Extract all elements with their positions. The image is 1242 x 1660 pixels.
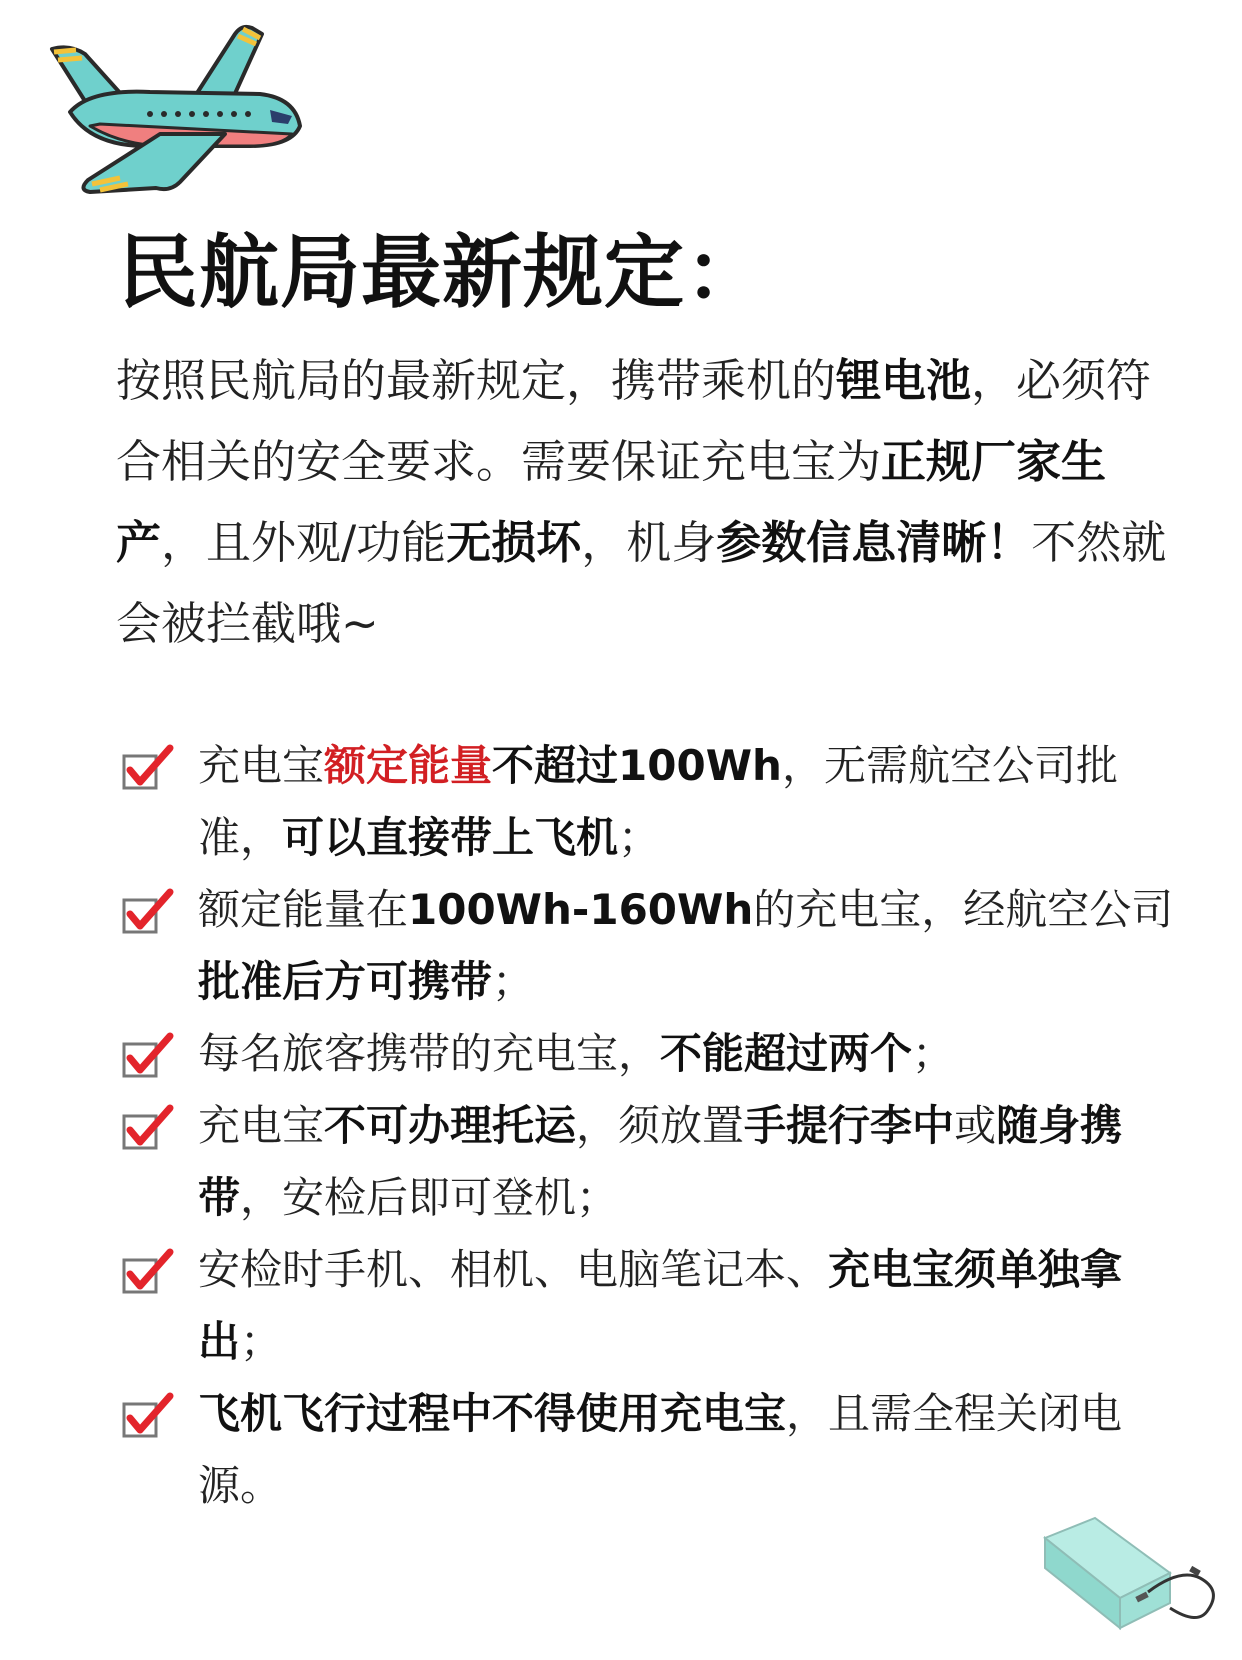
intro-bold-manufacturer: 正规厂家生产 [116, 435, 1107, 569]
rule-text: 充电宝 [198, 1101, 325, 1150]
intro-text: ，且外观/功能 [161, 516, 447, 569]
checkbox-check-icon [122, 1104, 174, 1152]
rules-list [122, 730, 1182, 1522]
rule-bold-text: 手提行李中 [744, 1101, 955, 1150]
rule-text: ； [618, 813, 661, 862]
rule-item [122, 1018, 1182, 1090]
rule-bold-text: 批准后方可携带 [198, 957, 493, 1006]
rule-text: 或 [954, 1101, 997, 1150]
rule-item [122, 1090, 1182, 1234]
rule-item [122, 1234, 1182, 1378]
rule-bold-text: 可以直接带上飞机 [282, 813, 619, 862]
intro-bold-params: 参数信息清晰！ [716, 516, 1032, 569]
rule-item [122, 730, 1182, 874]
rule-text: 安检时手机、相机、电脑笔记本、 [198, 1245, 829, 1294]
airplane-illustration [30, 14, 320, 204]
rule-text: ； [240, 1317, 283, 1366]
intro-text: 按照民航局的最新规定，携带乘机的 [116, 354, 837, 407]
power-bank-illustration [1030, 1498, 1230, 1648]
intro-bold-undamaged: 无损坏 [446, 516, 582, 569]
checkbox-check-icon [122, 888, 174, 936]
rule-item [122, 874, 1182, 1018]
rule-item [122, 1378, 1182, 1522]
rule-text: ，须放置 [576, 1101, 745, 1150]
checkbox-check-icon [122, 1392, 174, 1440]
rule-text: 充电宝 [198, 741, 325, 790]
page-title: 民航局最新规定： [118, 226, 766, 319]
rule-bold-text: 随身携带 [198, 1101, 1123, 1222]
rule-bold-text: 飞机飞行过程中不得使用充电宝 [198, 1389, 787, 1438]
intro-bold-lithium: 锂电池 [836, 354, 972, 407]
rule-text: ； [912, 1029, 955, 1078]
intro-text: ，机身 [581, 516, 717, 569]
rule-bold-text: 100Wh-160Wh [408, 885, 754, 934]
rule-bold-text: 充电宝须单独拿出 [198, 1245, 1123, 1366]
rule-text: 每名旅客携带的充电宝， [198, 1029, 661, 1078]
rule-text: ，且需全程关闭电源。 [198, 1389, 1123, 1510]
rule-text: ，无需航空公司批准， [198, 741, 1118, 862]
intro-text: 不然就会被拦截哦~ [116, 516, 1167, 650]
intro-paragraph [116, 340, 1176, 664]
checkbox-check-icon [122, 1032, 174, 1080]
rule-text: ，安检后即可登机； [240, 1173, 619, 1222]
rule-text: 的充电宝，经航空公司 [753, 885, 1174, 934]
rule-bold-text: 不能超过两个 [660, 1029, 913, 1078]
rule-bold-text: 不超过100Wh [492, 741, 782, 790]
intro-text: ，必须符合相关的安全要求。需要保证充电宝为 [116, 354, 1152, 488]
rule-highlight: 额定能量 [324, 741, 493, 790]
checkbox-check-icon [122, 1248, 174, 1296]
rule-bold-text: 不可办理托运 [324, 1101, 577, 1150]
rule-text: 额定能量在 [198, 885, 409, 934]
rule-text: ； [492, 957, 535, 1006]
checkbox-check-icon [122, 744, 174, 792]
